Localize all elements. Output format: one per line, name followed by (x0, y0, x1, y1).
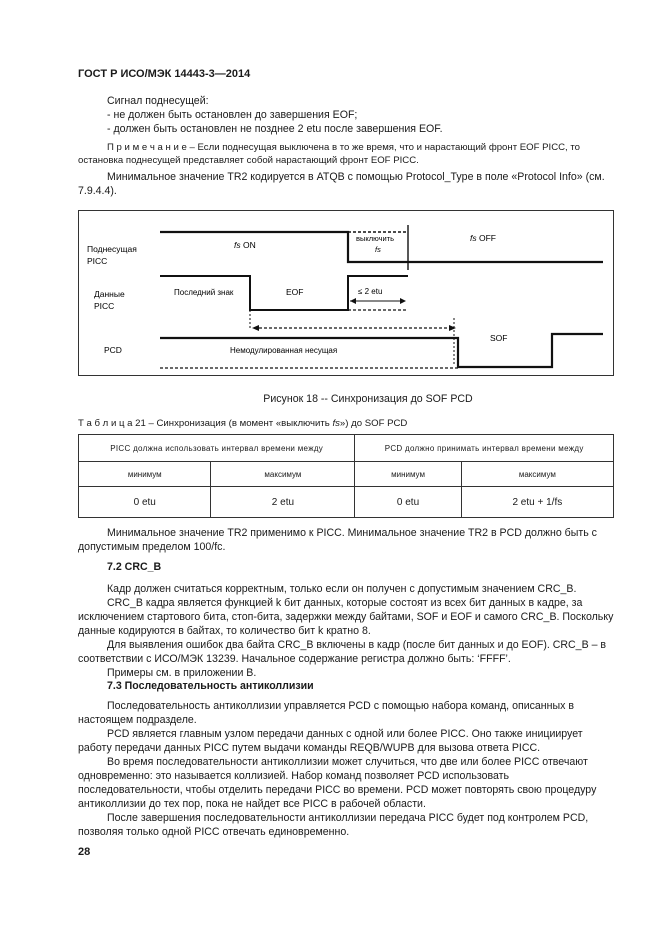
sub-picc-max: максимум (211, 462, 355, 487)
unmod-carrier-label: Немодулированная несущая (230, 346, 338, 355)
section-7-2 (78, 560, 614, 680)
fs-off-label: fs OFF (470, 233, 496, 243)
sof-label: SOF (490, 333, 508, 343)
subcarrier-req-2: - должен быть остановлен не позднее 2 etu после завершения EOF. (107, 123, 443, 135)
note-label: П р и м е ч а н и е (107, 142, 187, 153)
timing-diagram (78, 210, 614, 376)
anticoll-p1: Последовательность антиколлизии управляется PCD с помощью набора команд, описанных в настоящем подразделе. (78, 700, 574, 726)
label-carrier-2: PICC (87, 256, 108, 266)
crc-p1: Кадр должен считаться корректным, только если он получен с допустимым значением CRC_B. (107, 583, 577, 595)
le2-label: ≤ 2 etu (358, 287, 383, 296)
sub-picc-min: минимум (79, 462, 211, 487)
sub-pcd-min: минимум (355, 462, 461, 487)
subcarrier-intro: Сигнал поднесущей: (107, 95, 209, 107)
val-picc-min: 0 etu (79, 487, 211, 518)
sync-table (78, 434, 614, 518)
last-bit-label: Последний знак (174, 288, 234, 297)
val-picc-max: 2 etu (211, 487, 355, 518)
page-number: 28 (78, 846, 91, 858)
sub-pcd-max: максимум (461, 462, 613, 487)
section-7-3-title: 7.3 Последовательность антиколлизии (107, 680, 314, 692)
off-fs-label: fs (375, 245, 381, 254)
diagram-frame (79, 211, 614, 376)
anticoll-p4: После завершения последовательности антиколлизии передача PICC будет под контролем PCD, позволяя только одной PICC отвечать единовременно. (78, 812, 589, 838)
table-caption: Т а б л и ц а 21 – Синхронизация (в момент «выключить fs») до SOF PCD (78, 418, 408, 429)
val-pcd-max: 2 etu + 1/fs (461, 487, 613, 518)
section-7-2-title: 7.2 CRC_B (107, 561, 162, 573)
off-label: выключить (356, 234, 395, 243)
anticoll-p3: Во время последовательности антиколлизии может случиться, что две или более PICC отвечают одновременно: это называется коллизией. Набор команд позволяет PCD использовать последовательности, чтобы отделить передачи PICC во времени. PCD может повторять свою процедуру антиколлизии до тех пор, пока не найдет все PICC в рабочей области. (78, 756, 597, 810)
eof-label: EOF (286, 287, 304, 297)
crc-p4: Примеры см. в приложении В. (107, 667, 257, 679)
label-carrier-1: Поднесущая (87, 244, 137, 254)
fs-on-label: fs ON (234, 240, 256, 250)
label-data-1: Данные (94, 289, 125, 299)
note-text: – Если поднесущая выключена в то же время, что и нарастающий фронт EOF PICC, то остановка поднесущей представляет собой нарастающий фронт EOF PICC. (78, 142, 581, 166)
tr2-min-paragraph: Минимальное значение TR2 применимо к PICC. Минимальное значение TR2 в PCD должно быть с допустимым пределом 100/fc. (78, 527, 597, 553)
head-pcd: PCD должно принимать интервал времени между (355, 435, 614, 462)
note-block (78, 141, 614, 167)
crc-p3: Для выявления ошибок два байта CRC_B включены в кадр (после бит данных и до EOF). CRC_B – в соответствии с ИСО/МЭК 13239. Начальное содержание регистра должно быть: ‘FFFF’. (78, 639, 607, 665)
label-pcd: PCD (104, 345, 122, 355)
crc-p2: CRC_B кадра является функцией k бит данных, которые состоят из всех бит данных в кадре, за исключением стартового бита, стоп-бита, задержки между байтами, SOF и EOF и самого CRC_B. Поскольку данные кодируются в байтах, то количество бит k кратно 8. (78, 597, 614, 637)
anticoll-p2: PCD является главным узлом передачи данных с одной или более PICC. Оно также инициирует работу передачи данных PICC путем выдачи команды REQB/WUPB для вызова ответа PICC. (78, 728, 583, 754)
subcarrier-requirements (78, 94, 614, 136)
subcarrier-req-1: - не должен быть остановлен до завершения EOF; (107, 109, 358, 121)
figure-caption: Рисунок 18 -- Синхронизация до SOF PCD (263, 393, 473, 405)
head-picc: PICC должна использовать интервал времени между (79, 435, 355, 462)
pcd-signal (160, 334, 603, 367)
section-7-3 (78, 679, 614, 839)
document-header: ГОСТ Р ИСО/МЭК 14443-3—2014 (78, 68, 251, 80)
tr2-paragraph: Минимальное значение TR2 кодируется в ATQB с помощью Protocol_Type в поле «Protocol Info» (см. 7.9.4.4). (78, 171, 605, 197)
val-pcd-min: 0 etu (355, 487, 461, 518)
label-data-2: PICC (94, 301, 115, 311)
